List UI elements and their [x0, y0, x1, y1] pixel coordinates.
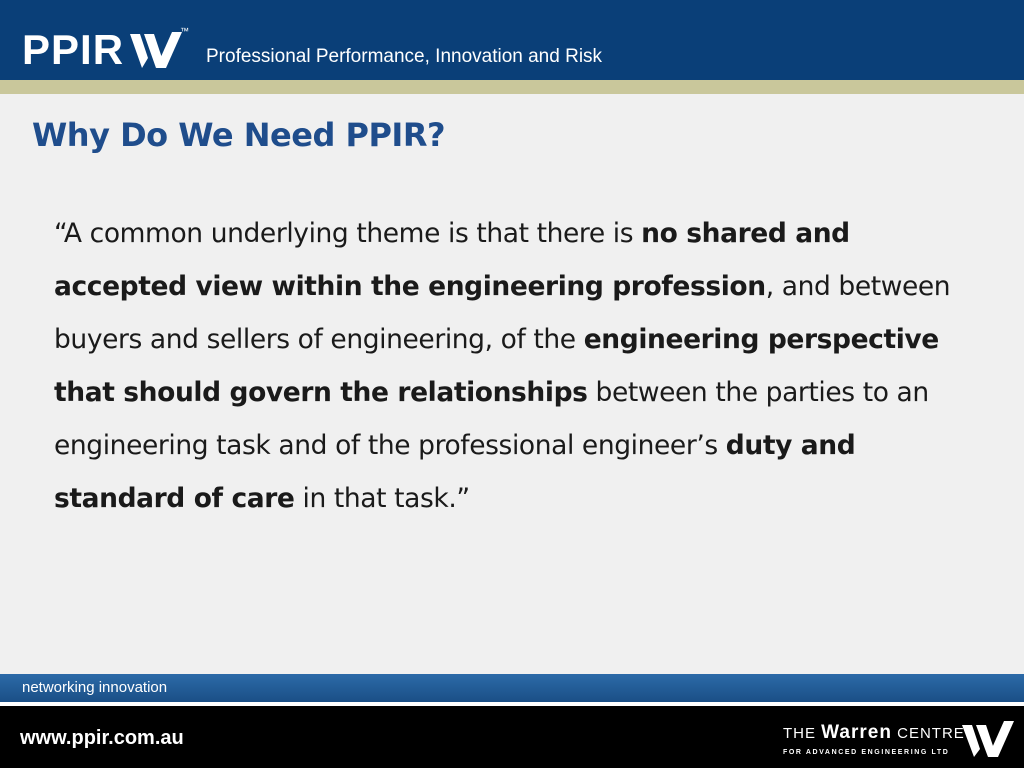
header-bar: [0, 0, 1024, 80]
warren-centre-name: [783, 722, 963, 744]
quote-emphasis-3: duty and standard of care: [54, 430, 856, 514]
ppir-chevron-logo-icon: [128, 30, 184, 70]
website-link[interactable]: www.ppir.com.au: [20, 727, 184, 749]
footer-band-label: networking innovation: [22, 679, 168, 696]
ppir-logo-text: PPIR: [22, 26, 125, 73]
warren-the: THE: [783, 725, 822, 742]
quote-text-4: in that task.”: [294, 483, 470, 514]
slide-quote: [54, 207, 984, 525]
warren-centre: CENTRE: [891, 725, 965, 742]
quote-emphasis-2: engineering perspective that should govern the relationships: [54, 324, 939, 408]
quote-text-1: “A common underlying theme is that there is: [54, 218, 642, 249]
warren-centre-logo-icon: [960, 719, 1016, 759]
slide-title: Why Do We Need PPIR?: [32, 116, 446, 154]
trademark-symbol: ™: [180, 26, 189, 36]
header-tagline: Professional Performance, Innovation and Risk: [206, 46, 603, 67]
warren-centre-logo: [783, 722, 963, 756]
quote-text-2: , and between buyers and sellers of engineering, of the: [54, 271, 951, 355]
quote-text-3: between the parties to an engineering task and of the professional engineer’s: [54, 377, 929, 461]
ppir-logo: [22, 28, 184, 72]
footer-band: [0, 674, 1024, 702]
warren-centre-subtitle: FOR ADVANCED ENGINEERING LTD: [783, 749, 950, 756]
quote-emphasis-1: no shared and accepted view within the engineering profession: [54, 218, 850, 302]
footer-bar: [0, 706, 1024, 768]
header-accent-band: [0, 80, 1024, 94]
warren-name: Warren: [821, 722, 892, 743]
